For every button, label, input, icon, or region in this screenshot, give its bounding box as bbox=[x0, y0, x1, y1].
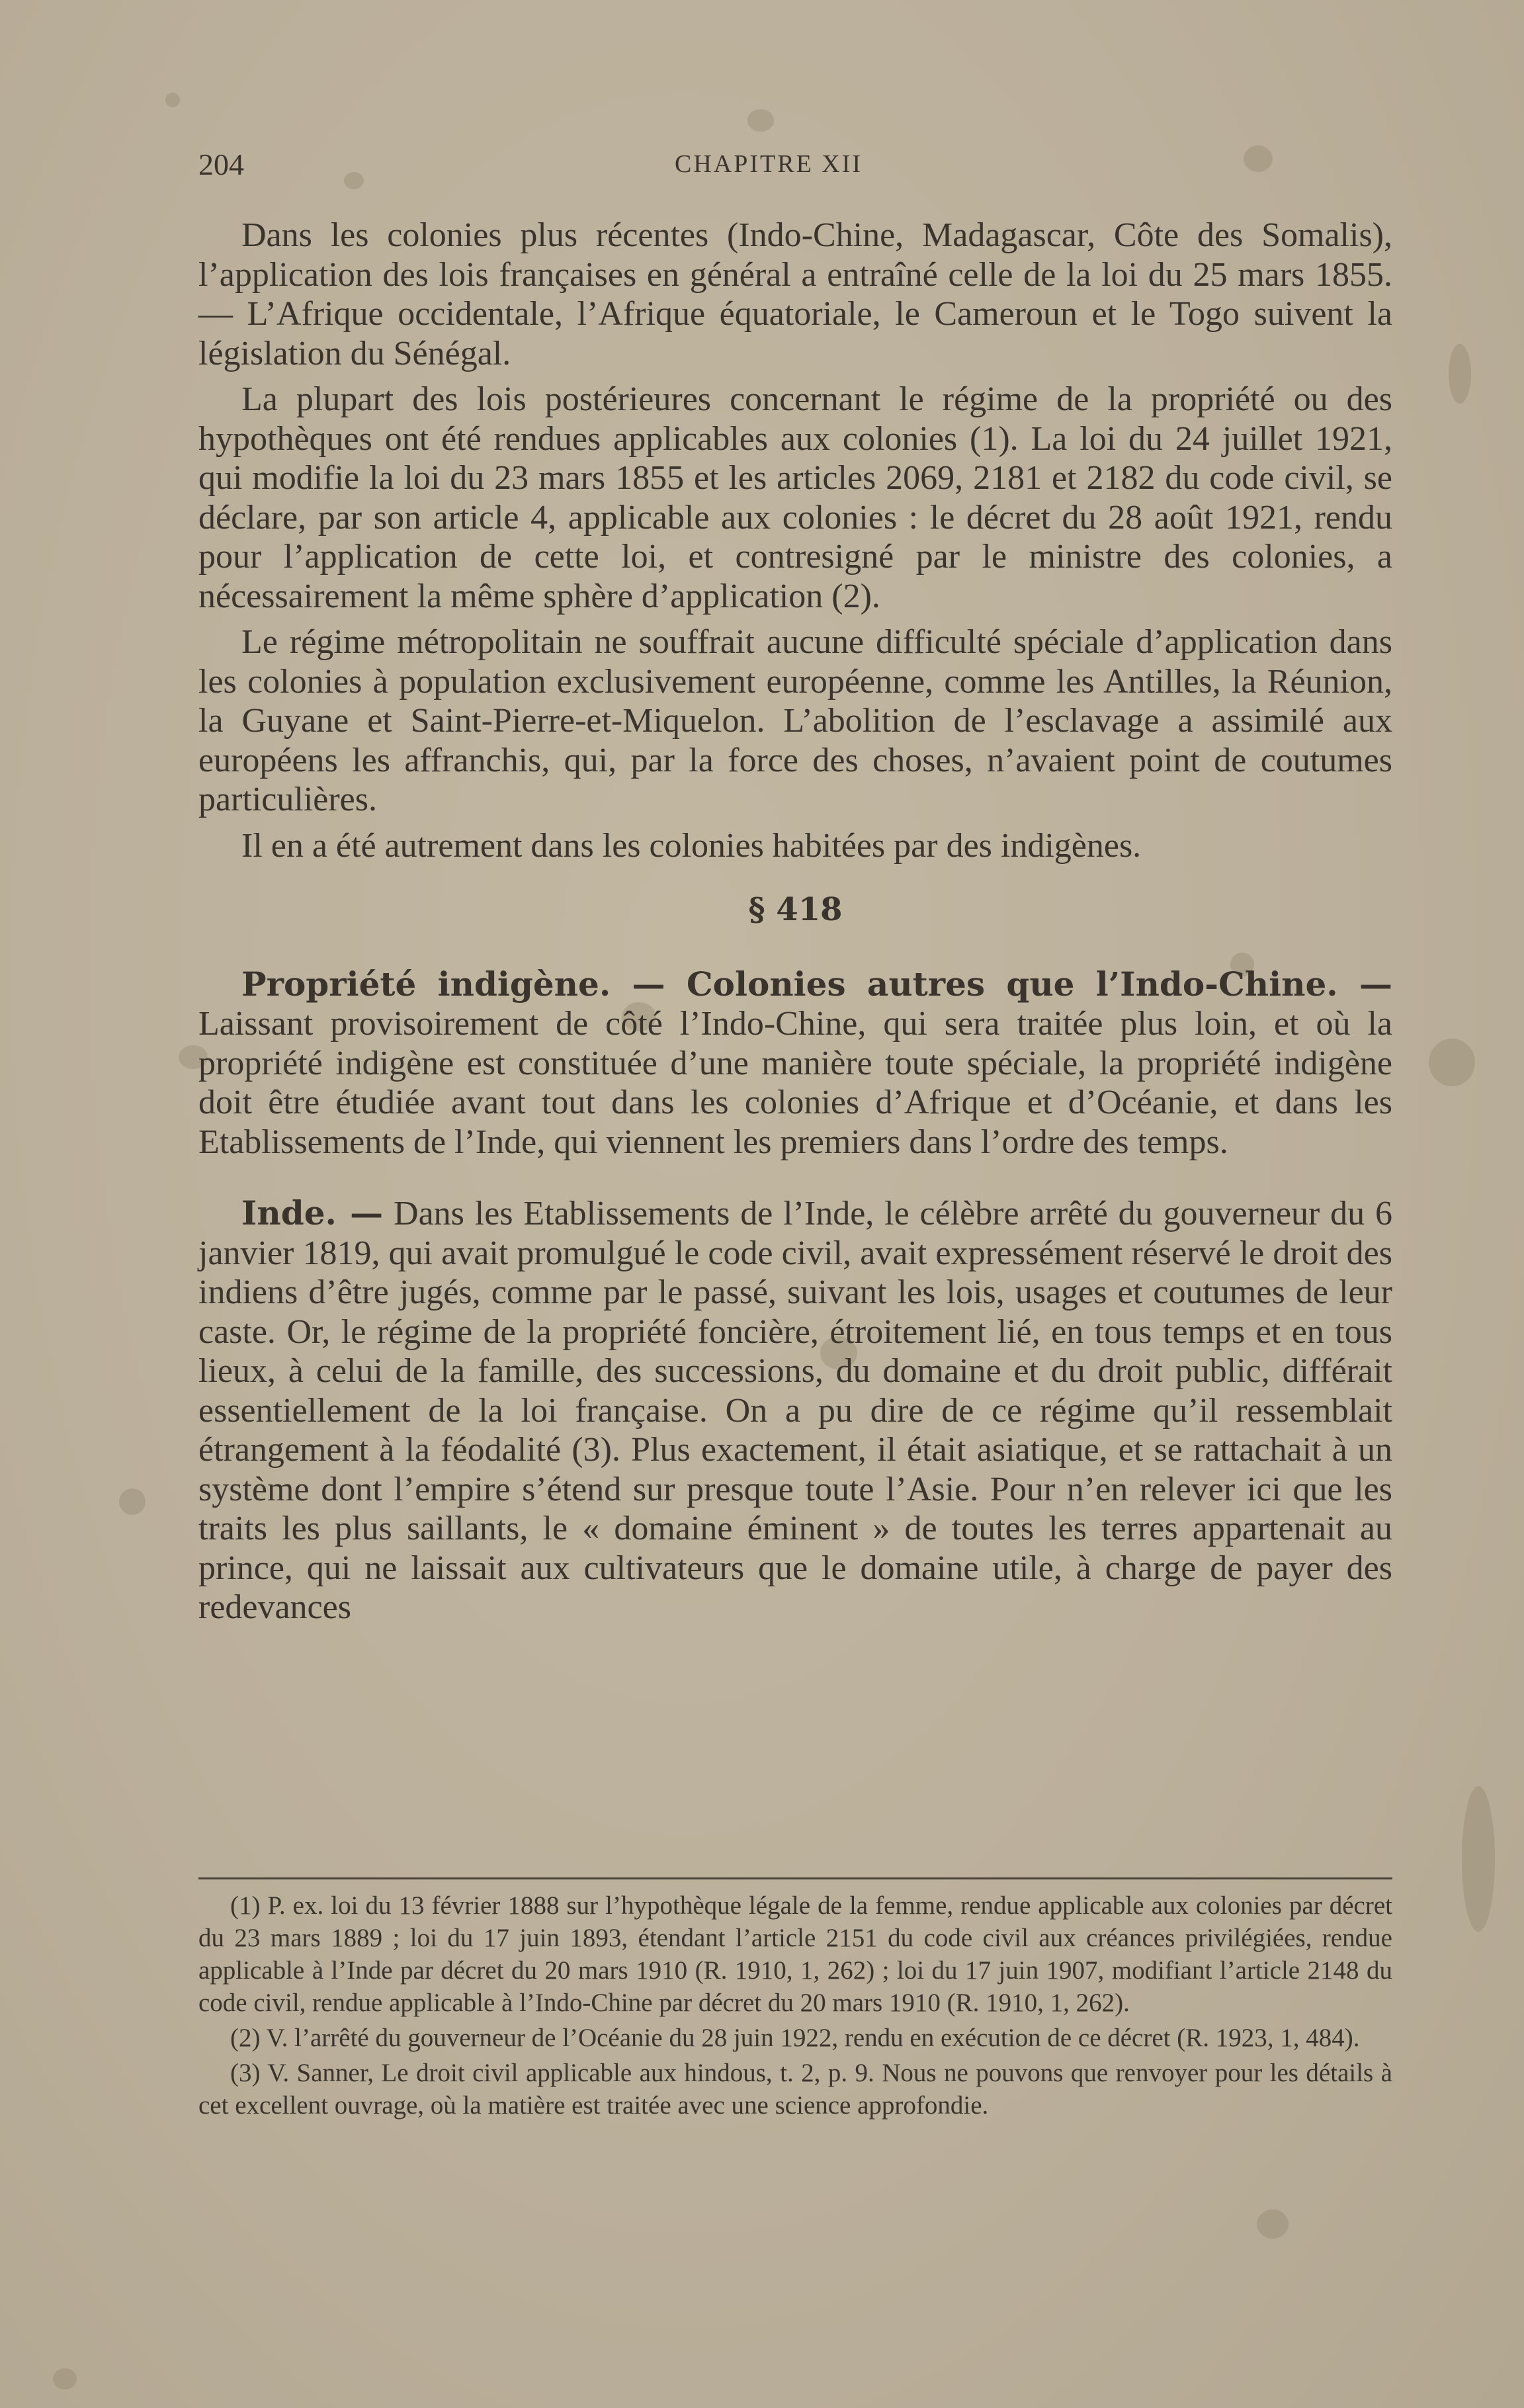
paragraph-text: Laissant provisoirement de côté l’Indo-Chine, qui sera traitée plus loin, et où la propriété indigène est constituée d’une manière toute spéciale, la propriété indigène doit être étudiée avant tout dans les colonies d’Afrique et d’Océanie, et dans les Etablissements de l’Inde, qui viennent les premiers dans l’ordre des temps. bbox=[198, 1005, 1392, 1161]
paper-spot bbox=[165, 93, 180, 107]
paragraph-text: Dans les Etablissements de l’Inde, le célèbre arrêté du gouverneur du 6 janvier 1819, qui avait promulgué le code civil, avait expressément réservé le droit des indiens d’être jugés, comme par le passé, suivant les lois, usages et coutumes de leur caste. Or, le régime de la propriété foncière, étroitement lié, en tous temps et en tous lieux, à celui de la famille, des successions, du domaine et du droit public, différait essentiellement de la loi française. On a pu dire de ce régime qu’il ressemblait étrangement à la féodalité (3). Plus exactement, il était asiatique, et se rattachait à un système dont l’empire s’étend sur presque toute l’Asie. Pour n’en relever ici que les traits les plus saillants, le « domaine éminent » de toutes les terres appartenait au prince, qui ne laissait aux cultivateurs que le domaine utile, à charge de payer des redevances bbox=[198, 1195, 1393, 1626]
paper-spot bbox=[1462, 1786, 1495, 1932]
main-text bbox=[198, 216, 1392, 1634]
page-header bbox=[198, 139, 1392, 185]
footnote: (1) P. ex. loi du 13 février 1888 sur l’hypothèque légale de la femme, rendue applicable aux colonies par décret du 23 mars 1889 ; loi du 17 juin 1893, étendant l’article 2151 du code civil aux créances privilégiées, rendue applicable à l’Inde par décret du 20 mars 1910 (R. 1910, 1, 262) ; loi du 17 juin 1907, modifiant l’article 2148 du code civil, rendue applicable à l’Indo-Chine par décret du 20 mars 1910 (R. 1910, 1, 262). bbox=[198, 1891, 1392, 2017]
paragraph bbox=[198, 965, 1392, 1162]
paper-spot bbox=[53, 2368, 77, 2389]
footnotes bbox=[198, 1889, 1392, 2124]
section-heading: Propriété indigène. — Colonies autres que l’Indo-Chine. — bbox=[241, 964, 1392, 1004]
paragraph: Il en a été autrement dans les colonies habitées par des indigènes. bbox=[241, 826, 1142, 865]
paper-spot bbox=[1449, 344, 1471, 404]
paragraph: Le régime métropolitain ne souffrait aucune difficulté spéciale d’application dans les colonies à population exclusivement européenne, comme les Antilles, la Réunion, la Guyane et Saint-Pierre-et-Miquelon. L’abolition de l’esclavage a assimilé aux européens les affranchis, qui, par la force des choses, n’avaient point de coutumes particulières. bbox=[198, 623, 1392, 818]
footnote-divider bbox=[198, 1877, 1392, 1879]
running-head: CHAPITRE XII bbox=[675, 150, 863, 178]
paper-spot bbox=[119, 1488, 146, 1515]
paragraph: La plupart des lois postérieures concernant le régime de la propriété ou des hypothèques ont été rendues applicables aux colonies (1). La loi du 24 juillet 1921, qui modifie la loi du 23 mars 1855 et les articles 2069, 2181 et 2182 du code civil, se déclare, par son article 4, applicable aux colonies : le décret du 28 août 1921, rendu pour l’application de cette loi, et contresigné par le ministre des colonies, a nécessairement la même sphère d’application (2). bbox=[198, 380, 1392, 615]
subsection-heading: Inde. — bbox=[241, 1193, 384, 1232]
paper-spot bbox=[1257, 2210, 1289, 2239]
page-number: 204 bbox=[198, 148, 244, 181]
section-number: § 418 bbox=[748, 891, 843, 928]
paragraph bbox=[198, 1193, 1392, 1627]
footnote: (3) V. Sanner, Le droit civil applicable aux hindous, t. 2, p. 9. Nous ne pouvons que renvoyer pour les détails à cet excellent ouvrage, où la matière est traitée avec une science approfondie. bbox=[198, 2059, 1392, 2120]
paper-spot bbox=[747, 109, 774, 132]
footnote: (2) V. l’arrêté du gouverneur de l’Océanie du 28 juin 1922, rendu en exécution de ce décret (R. 1923, 1, 484). bbox=[230, 2024, 1360, 2052]
paragraph: Dans les colonies plus récentes (Indo-Chine, Madagascar, Côte des Somalis), l’application des lois françaises en général a entraîné celle de la loi du 25 mars 1855. — L’Afrique occidentale, l’Afrique équatoriale, le Cameroun et le Togo suivent la législation du Sénégal. bbox=[198, 216, 1392, 372]
paper-spot bbox=[1429, 1039, 1475, 1086]
